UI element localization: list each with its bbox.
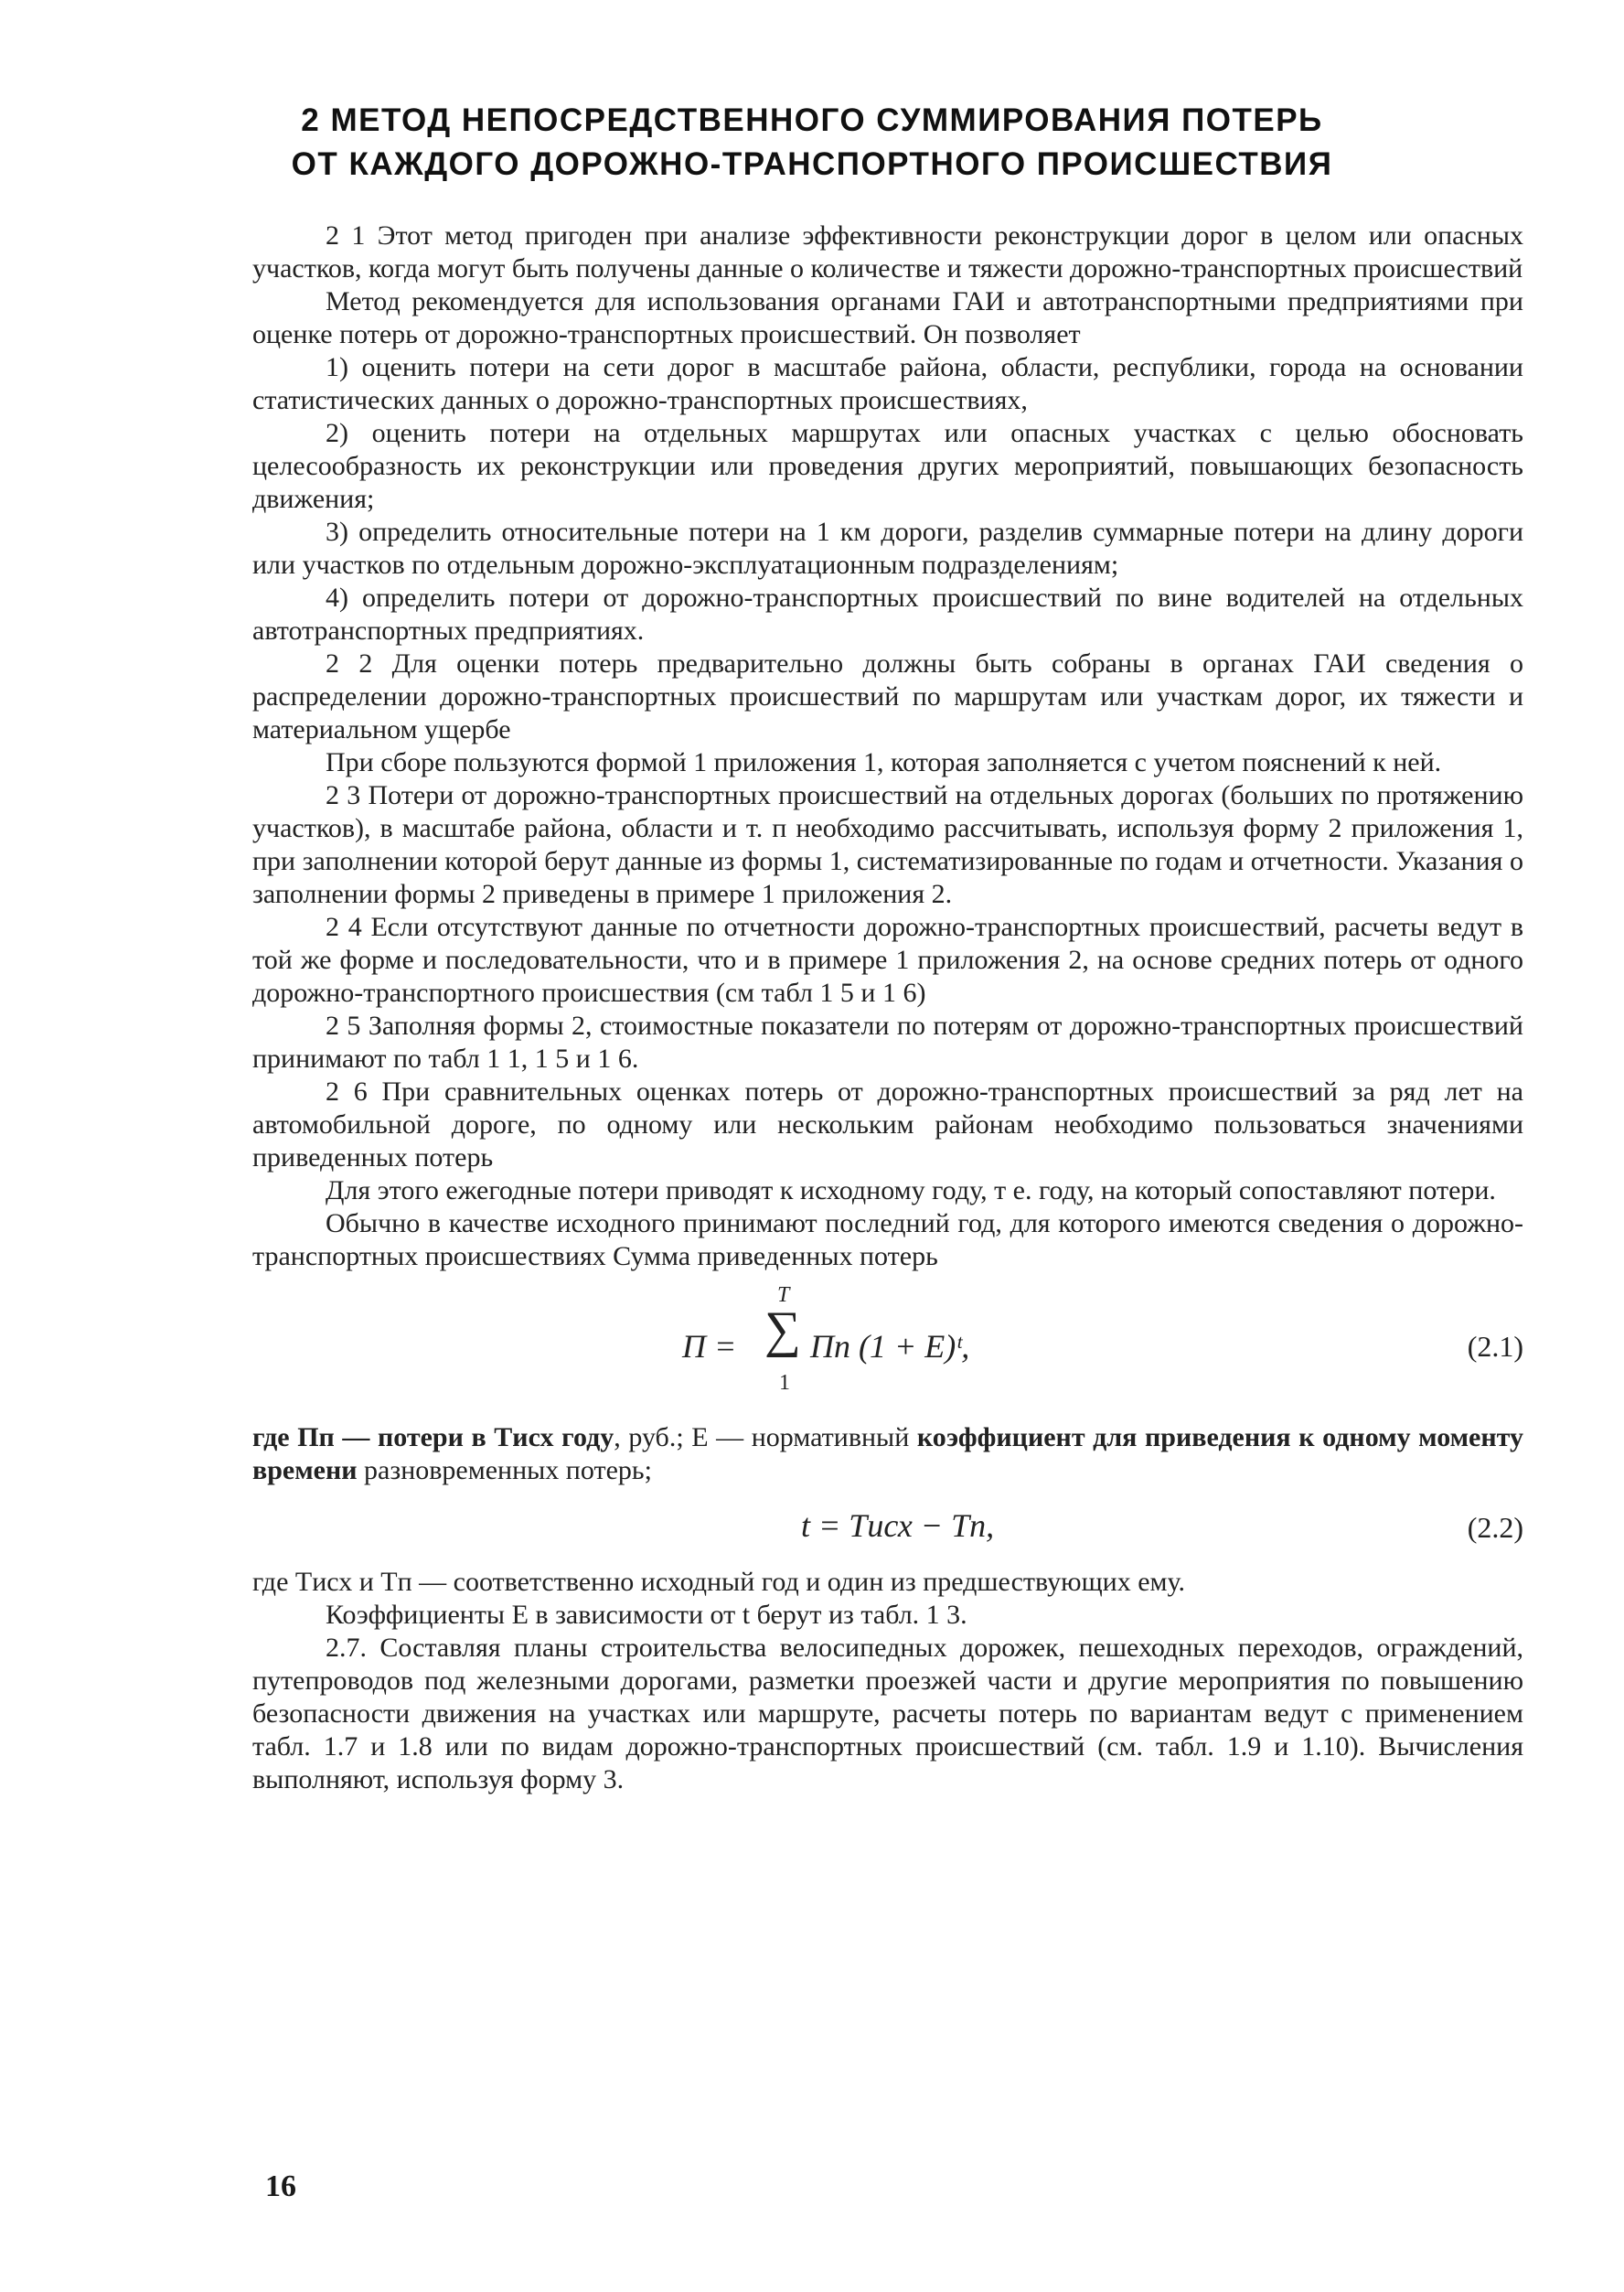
body-text — [252, 220, 1523, 1796]
sum-sign: ∑ — [764, 1301, 801, 1358]
page-number: 16 — [265, 2169, 296, 2203]
coefficient-note: Коэффициенты E в зависимости от t берут из табл. 1 3. — [326, 1600, 967, 1630]
paragraph-method: Метод рекомендуется для использования органами ГАИ и автотранспортными предприятиями при оценке потерь от дорожно-транспортных происшествий. Он позволяет — [252, 286, 1523, 349]
formula-number: (2.1) — [1467, 1330, 1523, 1363]
formula2-number: (2.2) — [1467, 1511, 1523, 1544]
list-item-3: 3) определить относительные потери на 1 км дороги, разделив суммарные потери на длину дороги или участков по отдельным дорожно-эксплуатационным подразделениям; — [252, 517, 1523, 580]
paragraph-form-1: При сборе пользуются формой 1 приложения 1, которая заполняется с учетом пояснений к ней. — [326, 747, 1442, 777]
sum-lower-limit: 1 — [779, 1371, 790, 1395]
formula-2-2 — [252, 1491, 1523, 1562]
list-item-1: 1) оценить потери на сети дорог в масштабе района, области, республики, города на основании статистических данных о дорожно-транспортных происшествиях, — [252, 352, 1523, 415]
formula-rhs: Пп (1 + E)ᵗ, — [810, 1328, 970, 1365]
where-coef-desc: коэффициент для приведения к одному моменту времени — [252, 1422, 1523, 1485]
paragraph-2-3: 2 3 Потери от дорожно-транспортных происшествий на отдельных дорогах (больших по протяжению участков), в масштабе района, области и т. п необходимо рассчитывать, используя форму 2 приложения 1, при заполнении которой берут данные из формы 1, систематизированные по годам и отчетности. Указания о заполнении формы 2 приведены в примере 1 приложения 2. — [252, 780, 1523, 909]
where-definition-1 — [252, 1421, 1523, 1487]
formula-lhs: П = — [682, 1328, 737, 1365]
where-diff-time: разновременных потерь; — [357, 1455, 652, 1485]
heading-line-1: 2 МЕТОД НЕПОСРЕДСТВЕННОГО СУММИРОВАНИЯ ПОТЕРЬ — [301, 102, 1323, 138]
sum-upper-limit: T — [777, 1283, 790, 1307]
paragraph-2-6: 2 6 При сравнительных оценках потерь от дорожно-транспортных происшествий за ряд лет на автомобильной дороге, по одному или нескольким районам необходимо пользоваться значениями приведенных потерь — [252, 1076, 1523, 1173]
formula2-expr: t = Tисх − Tп, — [801, 1507, 995, 1544]
heading-line-2: ОТ КАЖДОГО ДОРОЖНО-ТРАНСПОРТНОГО ПРОИСШЕСТВИЯ — [291, 146, 1333, 182]
list-item-4: 4) определить потери от дорожно-транспортных происшествий по вине водителей на отдельных автотранспортных предприятиях. — [252, 583, 1523, 646]
paragraph-2-5: 2 5 Заполняя формы 2, стоимостные показатели по потерям от дорожно-транспортных происшествий принимают по табл 1 1, 1 5 и 1 6. — [252, 1011, 1523, 1074]
section-heading — [0, 99, 1624, 187]
paragraph-sum: Обычно в качестве исходного принимают последний год, для которого имеются сведения о дорожно-транспортных происшествиях Сумма приведенных потерь — [252, 1208, 1523, 1271]
where-term-loss: где Пп — потери в Tисх году — [252, 1422, 614, 1452]
paragraph-2-1: 2 1 Этот метод пригоден при анализе эффективности реконструкции дорог в целом или опасных участков, когда могут быть получены данные о количестве и тяжести дорожно-транспортных происшествий — [252, 220, 1523, 284]
where-definition-2: где Tисх и Tп — соответственно исходный год и один из предшествующих ему. — [252, 1567, 1186, 1597]
paragraph-2-2: 2 2 Для оценки потерь предварительно должны быть собраны в органах ГАИ сведения о распределении дорожно-транспортных происшествий по маршрутам или участкам дорог, их тяжести и материальном ущербе — [252, 648, 1523, 744]
paragraph-2-7: 2.7. Составляя планы строительства велосипедных дорожек, пешеходных переходов, ограждений, путепроводов под железными дорогами, разметки проезжей части и другие мероприятия по повышению безопасности движения на участках или маршруте, расчеты потерь по вариантам ведут с применением табл. 1.7 и 1.8 или по видам дорожно-транспортных происшествий (см. табл. 1.9 и 1.10). Вычисления выполняют, используя форму 3. — [252, 1633, 1523, 1794]
formula-2-1 — [252, 1279, 1523, 1416]
paragraph-2-4: 2 4 Если отсутствуют данные по отчетности дорожно-транспортных происшествий, расчеты ведут в той же форме и последовательности, что и в примере 1 приложения 2, на основе средних потерь от одного дорожно-транспортного происшествия (см табл 1 5 и 1 6) — [252, 912, 1523, 1008]
paragraph-base-year: Для этого ежегодные потери приводят к исходному году, т е. году, на который сопоставляют потери. — [326, 1175, 1496, 1205]
where-rub: , руб.; E — нормативный — [614, 1422, 910, 1452]
list-item-2: 2) оценить потери на отдельных маршрутах или опасных участках с целью обосновать целесообразность их реконструкции или проведения других мероприятий, повышающих безопасность движения; — [252, 418, 1523, 514]
